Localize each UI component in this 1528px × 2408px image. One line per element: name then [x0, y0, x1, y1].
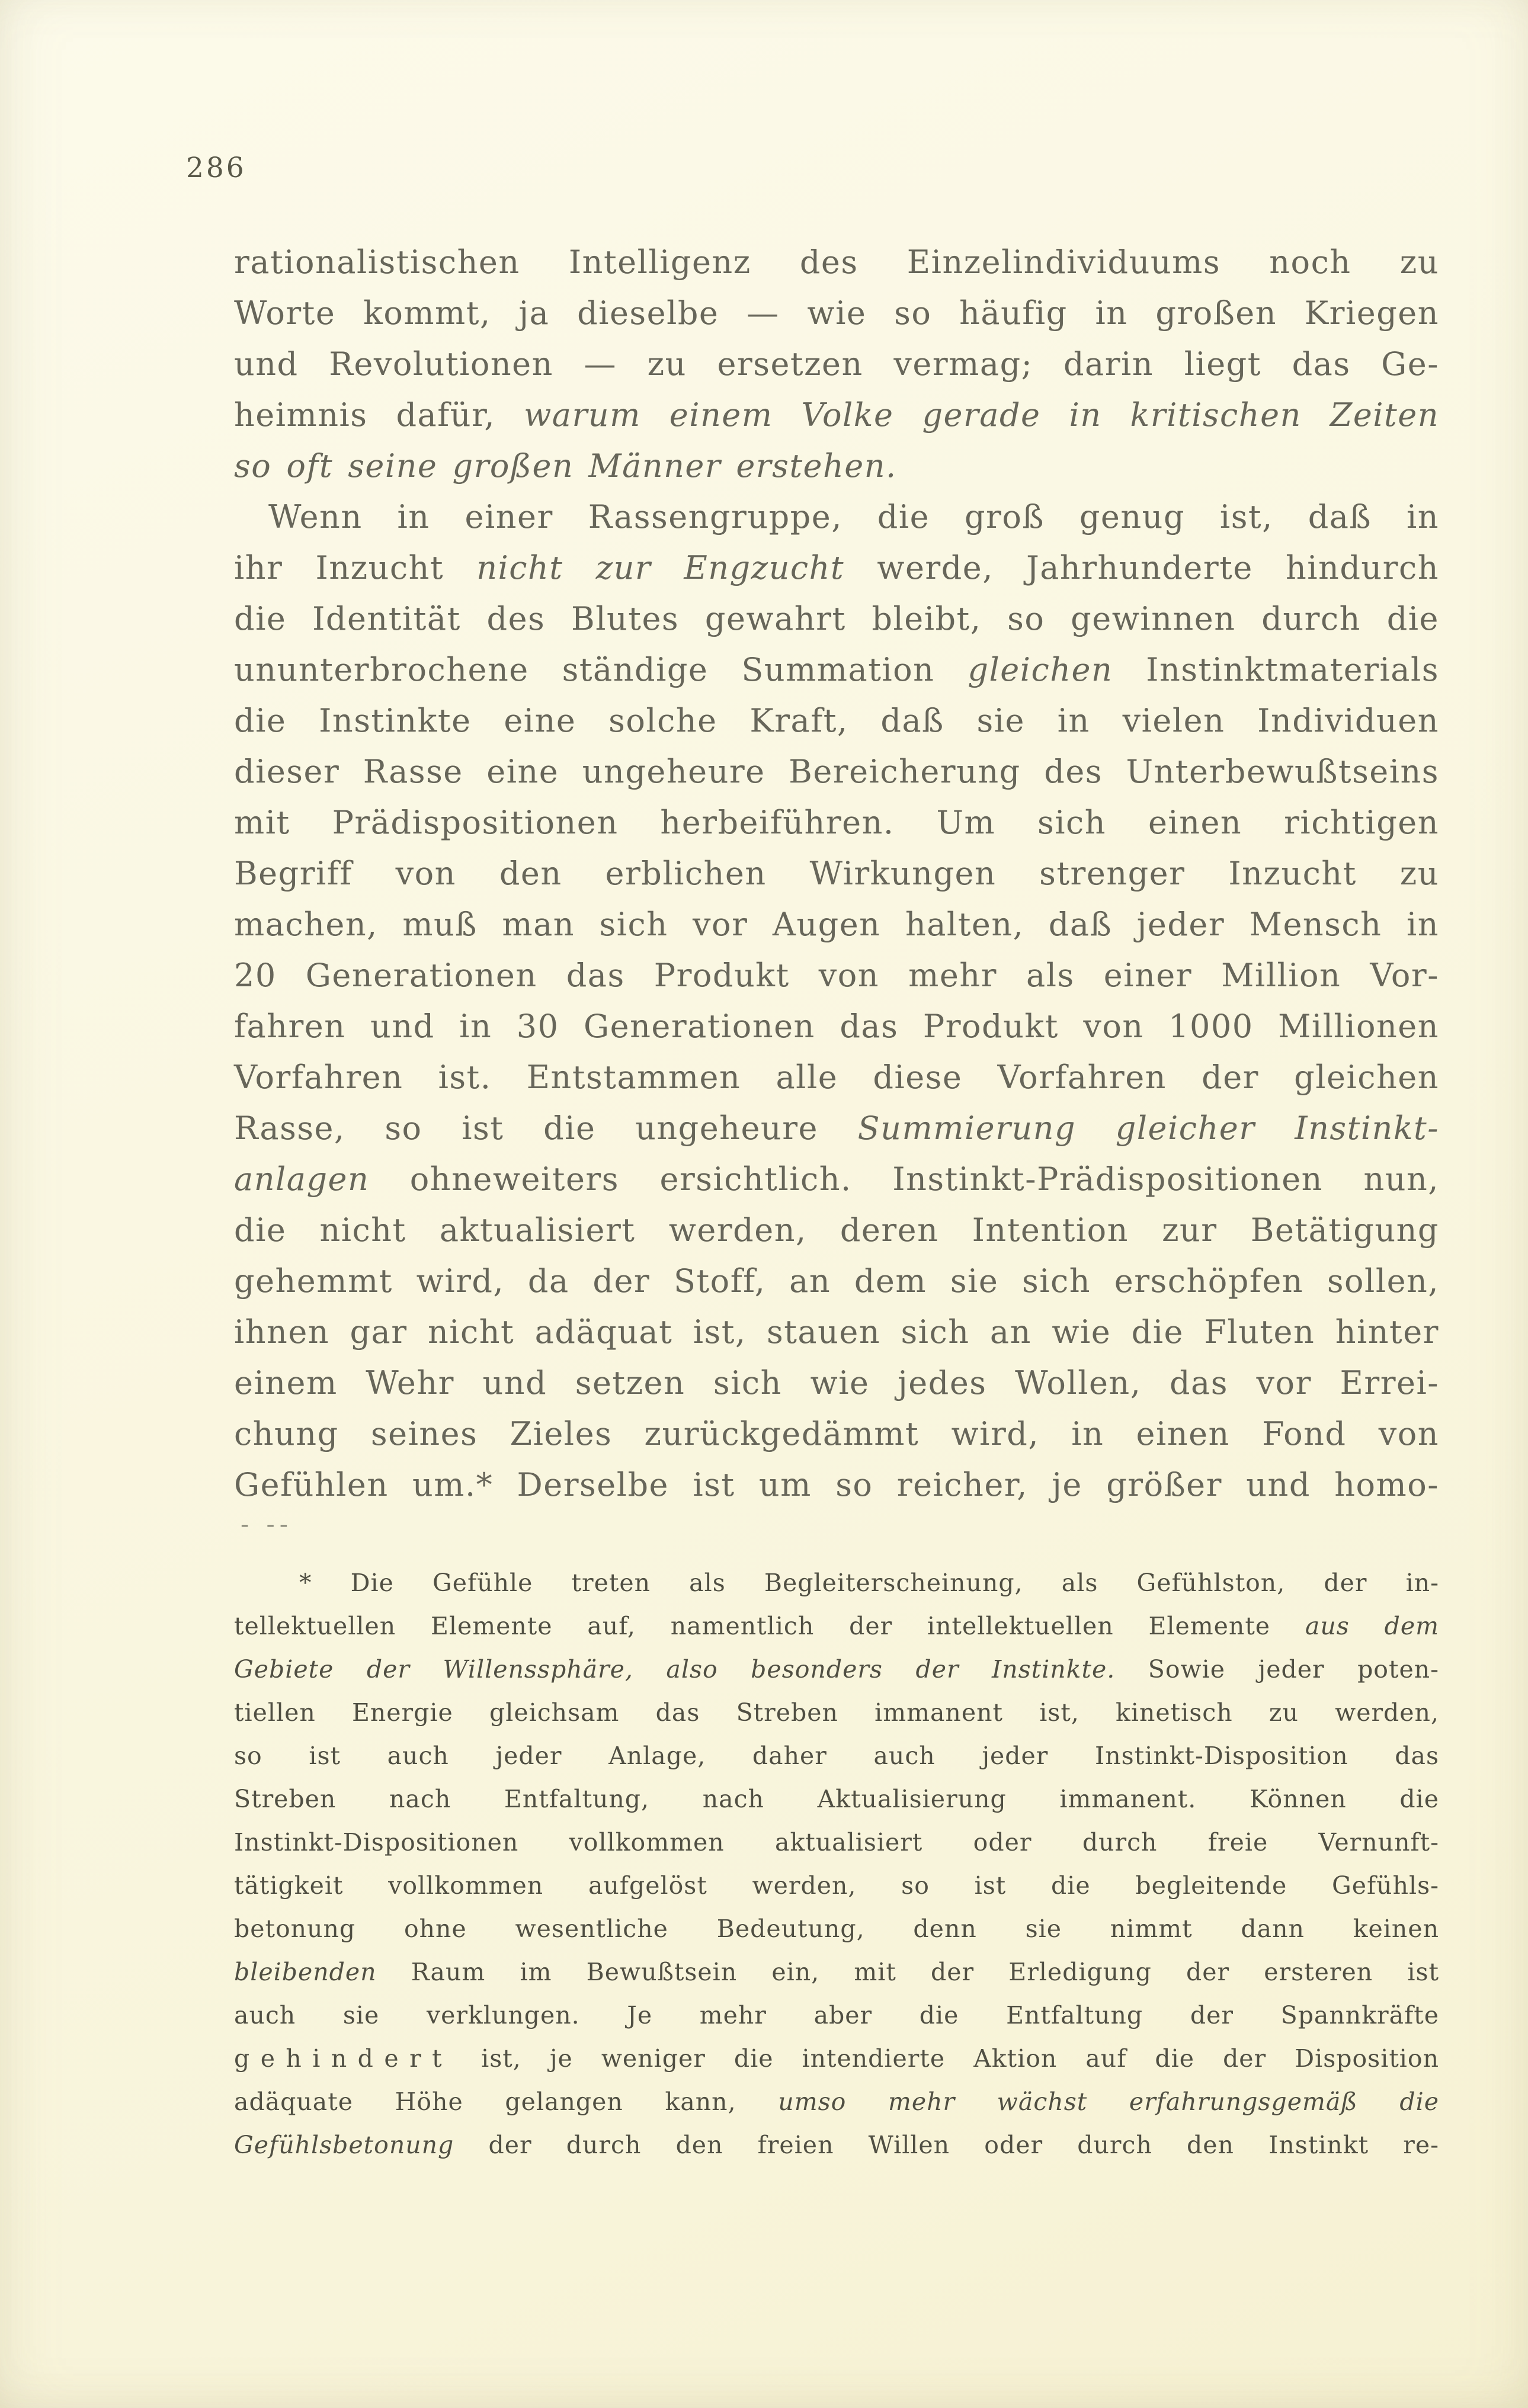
text-line	[234, 441, 1439, 492]
text-line	[234, 1205, 1439, 1256]
text-segment: Summierung gleicher Instinkt-	[857, 1110, 1439, 1147]
text-segment: die Identität des Blutes gewahrt bleibt, so gewinnen durch die	[234, 600, 1439, 637]
text-segment: aus dem	[1305, 1612, 1439, 1640]
text-segment: ununterbrochene ständige Summation	[234, 651, 968, 688]
text-line	[234, 1409, 1439, 1460]
text-segment: adäquate Höhe gelangen kann,	[234, 2088, 779, 2116]
text-segment: chung seines Zieles zurückgedämmt wird, in einen Fond von	[234, 1415, 1439, 1453]
text-line	[234, 390, 1439, 441]
text-segment: rationalistischen Intelligenz des Einzelindividuums noch zu	[234, 243, 1439, 281]
footnote-separator: - --	[241, 1509, 293, 1538]
text-segment: warum einem Volke gerade in kritischen Zeiten	[524, 396, 1439, 434]
body-text	[234, 237, 1439, 1511]
text-segment: so oft seine großen Männer erstehen.	[234, 447, 897, 485]
text-line	[234, 339, 1439, 390]
text-segment: Worte kommt, ja dieselbe — wie so häufig in großen Kriegen	[234, 294, 1439, 332]
text-segment: Gefühlsbetonung	[234, 2131, 454, 2159]
text-segment: und Revolutionen — zu ersetzen vermag; darin liegt das Ge-	[234, 345, 1439, 383]
text-line	[234, 1821, 1439, 1864]
text-line	[234, 645, 1439, 695]
text-segment: ihnen gar nicht adäquat ist, stauen sich an wie die Fluten hinter	[234, 1313, 1439, 1351]
text-segment: ist, je weniger die intendierte Aktion auf die der Disposition	[453, 2044, 1439, 2073]
text-line	[234, 288, 1439, 339]
text-segment: nicht zur Engzucht	[476, 549, 845, 586]
text-line	[234, 543, 1439, 594]
text-line	[234, 1561, 1439, 1605]
text-segment: die Instinkte eine solche Kraft, daß sie in vielen Individuen	[234, 702, 1439, 739]
text-segment: machen, muß man sich vor Augen halten, daß jeder Mensch in	[234, 906, 1439, 943]
footnote-text	[234, 1561, 1439, 2167]
text-segment: 20 Generationen das Produkt von mehr als einer Million Vor-	[234, 957, 1439, 994]
text-line	[234, 848, 1439, 899]
text-line	[234, 1605, 1439, 1648]
text-segment: ohneweiters ersichtlich. Instinkt-Prädispositionen nun,	[369, 1160, 1439, 1198]
text-segment: fahren und in 30 Generationen das Produkt von 1000 Millionen	[234, 1008, 1439, 1045]
text-segment: gehemmt wird, da der Stoff, an dem sie sich erschöpfen sollen,	[234, 1262, 1439, 1300]
text-segment: Rasse, so ist die ungeheure	[234, 1110, 858, 1147]
text-segment: bleibenden	[234, 1958, 377, 1986]
text-segment: gleichen	[968, 651, 1113, 688]
text-segment: die nicht aktualisiert werden, deren Intention zur Betätigung	[234, 1211, 1439, 1249]
text-segment: Streben nach Entfaltung, nach Aktualisierung immanent. Können die	[234, 1785, 1439, 1813]
text-line	[234, 695, 1439, 746]
text-line	[234, 1994, 1439, 2037]
text-segment: gehindert	[234, 2044, 453, 2073]
text-segment: anlagen	[234, 1160, 370, 1198]
text-segment: Sowie jeder poten-	[1115, 1655, 1439, 1684]
text-line	[234, 1001, 1439, 1052]
text-segment: so ist auch jeder Anlage, daher auch jeder Instinkt-Disposition das	[234, 1742, 1439, 1770]
text-segment: umso mehr wächst erfahrungsgemäß die	[778, 2088, 1439, 2116]
text-line	[234, 1648, 1439, 1691]
text-segment: auch sie verklungen. Je mehr aber die Entfaltung der Spannkräfte	[234, 2001, 1439, 2029]
text-line	[234, 1691, 1439, 1734]
text-line	[234, 237, 1439, 288]
text-segment: dieser Rasse eine ungeheure Bereicherung des Unterbewußtseins	[234, 753, 1439, 790]
text-line	[234, 797, 1439, 848]
text-line	[234, 2080, 1439, 2124]
text-segment: Instinkt-Dispositionen vollkommen aktualisiert oder durch freie Vernunft-	[234, 1828, 1439, 1856]
text-line	[234, 1256, 1439, 1307]
text-line	[234, 1052, 1439, 1103]
text-segment: Instinktmaterials	[1113, 651, 1439, 688]
text-line	[234, 2124, 1439, 2167]
text-line	[234, 1103, 1439, 1154]
text-line	[234, 594, 1439, 645]
text-segment: Vorfahren ist. Entstammen alle diese Vorfahren der gleichen	[234, 1059, 1439, 1096]
text-segment: werde, Jahrhunderte hindurch	[844, 549, 1439, 586]
text-line	[234, 1951, 1439, 1994]
text-segment: mit Prädispositionen herbeiführen. Um sich einen richtigen	[234, 804, 1439, 841]
text-segment: betonung ohne wesentliche Bedeutung, denn sie nimmt dann keinen	[234, 1915, 1439, 1943]
text-segment: Begriff von den erblichen Wirkungen strenger Inzucht zu	[234, 855, 1439, 892]
text-segment: tiellen Energie gleichsam das Streben immanent ist, kinetisch zu werden,	[234, 1698, 1439, 1727]
text-line	[234, 2037, 1439, 2080]
text-line	[234, 1358, 1439, 1409]
text-segment: Gebiete der Willenssphäre, also besonders der Instinkte.	[234, 1655, 1116, 1684]
text-segment: tätigkeit vollkommen aufgelöst werden, so ist die begleitende Gefühls-	[234, 1871, 1439, 1900]
text-segment: * Die Gefühle treten als Begleiterscheinung, als Gefühlston, der in-	[299, 1569, 1439, 1597]
page-number: 286	[186, 152, 246, 184]
text-line	[234, 1778, 1439, 1821]
text-segment: einem Wehr und setzen sich wie jedes Wollen, das vor Errei-	[234, 1364, 1439, 1402]
text-segment: Raum im Bewußtsein ein, mit der Erledigung der ersteren ist	[376, 1958, 1439, 1986]
text-line	[234, 1734, 1439, 1778]
text-line	[234, 1907, 1439, 1951]
text-line	[234, 746, 1439, 797]
text-line	[234, 1864, 1439, 1907]
text-segment: der durch den freien Willen oder durch den Instinkt re-	[454, 2131, 1439, 2159]
text-line	[234, 1154, 1439, 1205]
text-line	[234, 950, 1439, 1001]
text-segment: tellektuellen Elemente auf, namentlich der intellektuellen Elemente	[234, 1612, 1305, 1640]
text-segment: ihr Inzucht	[234, 549, 477, 586]
text-segment: Gefühlen um.* Derselbe ist um so reicher, je größer und homo-	[234, 1466, 1439, 1503]
text-segment: Wenn in einer Rassengruppe, die groß genug ist, daß in	[268, 498, 1439, 536]
text-line	[234, 492, 1439, 543]
text-line	[234, 1460, 1439, 1511]
text-line	[234, 1307, 1439, 1358]
text-line	[234, 899, 1439, 950]
text-segment: heimnis dafür,	[234, 396, 524, 434]
